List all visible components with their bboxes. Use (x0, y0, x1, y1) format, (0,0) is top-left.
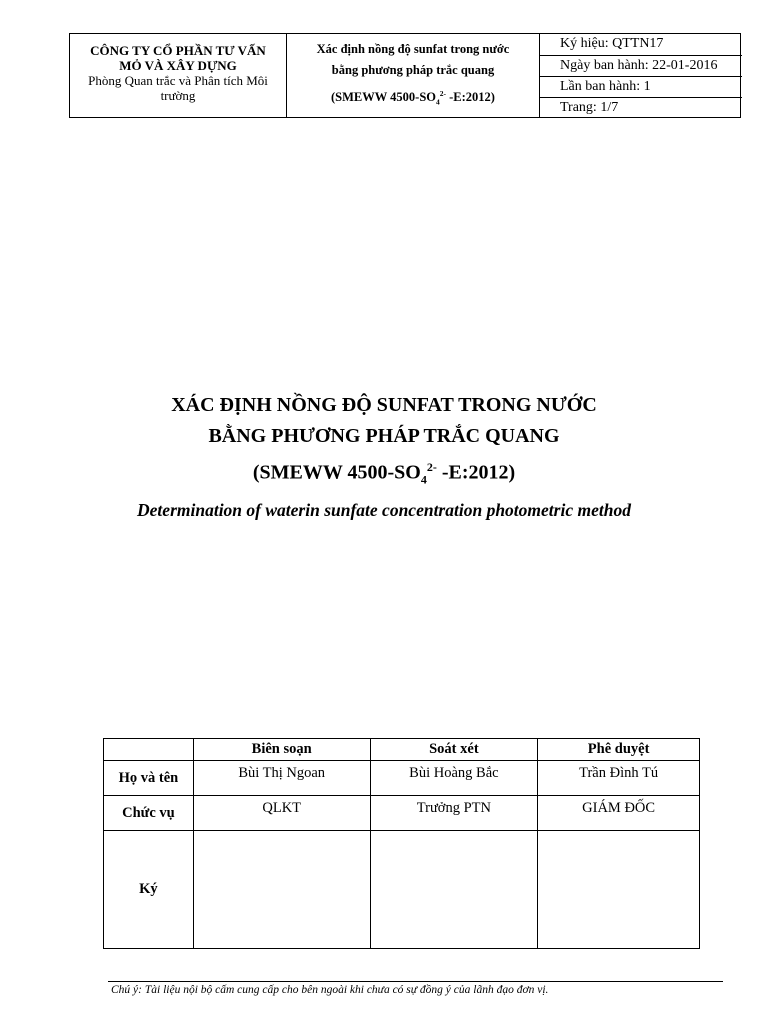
reviewer-position: Trưởng PTN (370, 796, 538, 831)
company-name-line1: CÔNG TY CỔ PHẦN TƯ VẤN (90, 43, 266, 58)
approval-header-author: Biên soạn (193, 739, 370, 761)
department-line2: trường (160, 88, 196, 103)
approval-row-signature (104, 831, 700, 949)
company-cell (70, 34, 287, 117)
issue-number: Lần ban hành: 1 (540, 76, 742, 97)
company-name (70, 43, 286, 73)
approval-header-approver: Phê duyệt (538, 739, 700, 761)
approval-header-empty (104, 739, 194, 761)
procedure-standard: (SMEWW $4500-SO_4^{2-}$ -E:2012) (331, 89, 495, 107)
approval-header-reviewer: Soát xét (370, 739, 538, 761)
document-meta-cell (540, 34, 742, 117)
footer-note: Chú ý: Tài liệu nội bộ cấm cung cấp cho bên ngoài khi chưa có sự đồng ý của lãnh đạo đơn vị. (111, 984, 549, 996)
main-title-standard: (SMEWW $4500-SO_4^{2-}$ -E:2012) (252, 460, 516, 487)
approval-row-name (104, 761, 700, 796)
procedure-title-line1: Xác định nồng độ sunfat trong nước (316, 42, 510, 56)
department-name (70, 73, 286, 103)
approver-signature (538, 831, 700, 949)
reviewer-signature (370, 831, 538, 949)
approval-row-position (104, 796, 700, 831)
author-name: Bùi Thị Ngoan (193, 761, 370, 796)
row-label-signature: Ký (104, 831, 194, 949)
author-signature (193, 831, 370, 949)
footer-divider (108, 981, 723, 982)
doc-code: Ký hiệu: QTTN17 (560, 36, 664, 51)
approver-name: Trần Đình Tú (538, 761, 700, 796)
department-line1: Phòng Quan trắc và Phân tích Môi (88, 73, 268, 88)
approval-header-row (104, 739, 700, 761)
company-name-line2: MỎ VÀ XÂY DỰNG (119, 58, 237, 73)
approval-table (103, 738, 700, 949)
main-title-line1: XÁC ĐỊNH NỒNG ĐỘ SUNFAT TRONG NƯỚC (171, 394, 597, 416)
main-title-block (0, 390, 768, 524)
issue-date: Ngày ban hành: 22-01-2016 (540, 55, 742, 76)
page-number: Trang: 1/7 (540, 97, 742, 119)
document-header (69, 33, 741, 118)
row-label-position: Chức vụ (104, 796, 194, 831)
reviewer-name: Bùi Hoàng Bắc (370, 761, 538, 796)
english-title: Determination of waterin sunfate concentration photometric method (137, 499, 631, 520)
procedure-title-line2: bằng phương pháp trắc quang (331, 63, 495, 77)
author-position: QLKT (193, 796, 370, 831)
main-title-line2: BẰNG PHƯƠNG PHÁP TRẮC QUANG (208, 425, 560, 447)
procedure-title-cell (287, 34, 540, 117)
procedure-title (287, 39, 539, 81)
row-label-name: Họ và tên (104, 761, 194, 796)
approver-position: GIÁM ĐỐC (538, 796, 700, 831)
